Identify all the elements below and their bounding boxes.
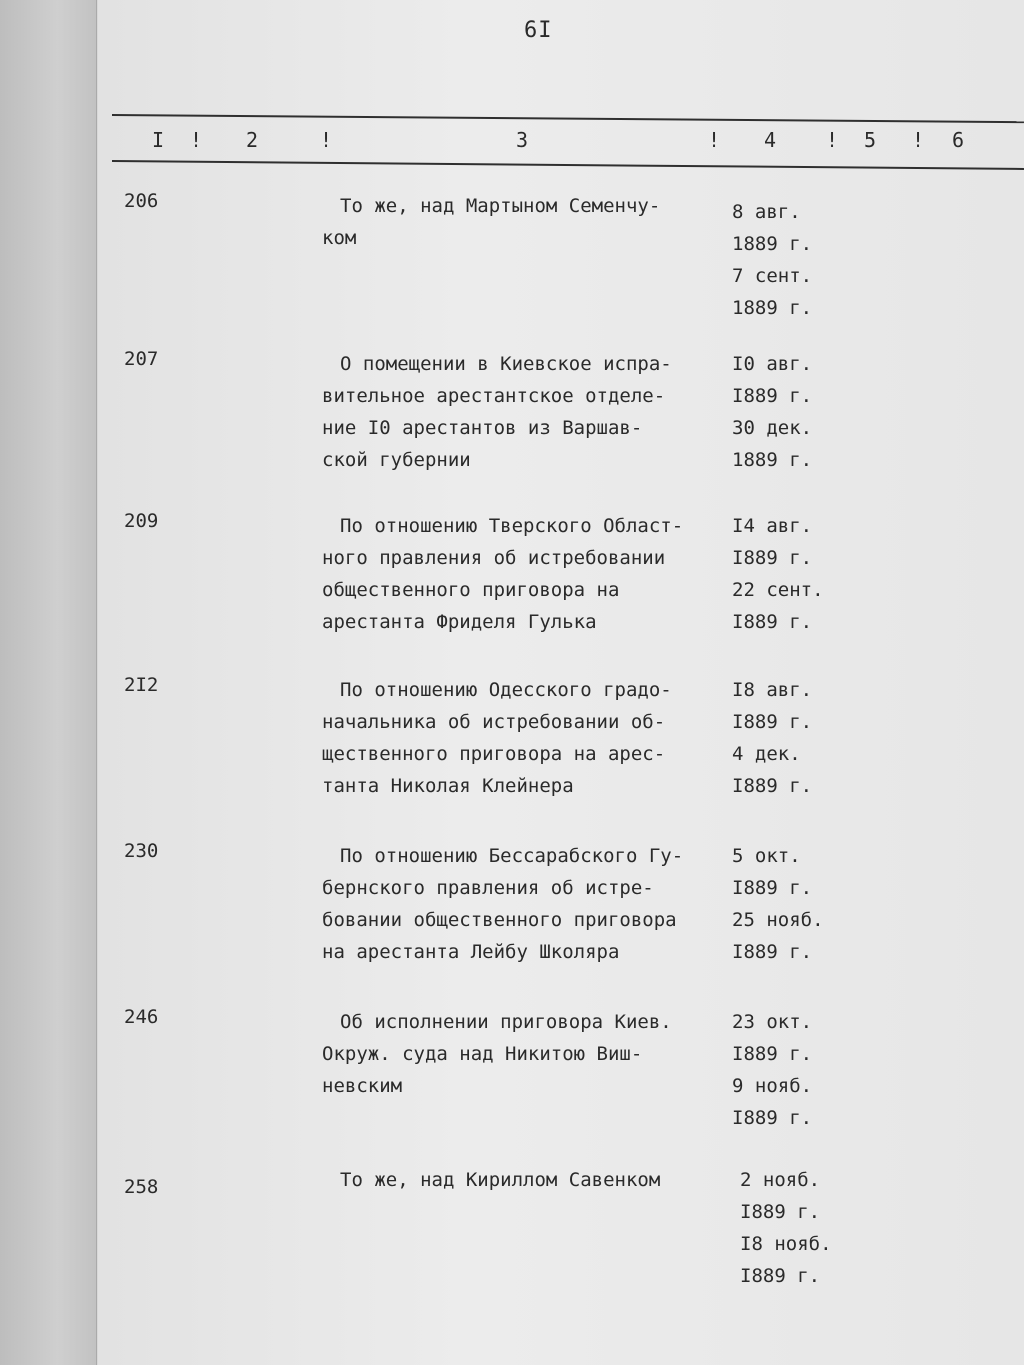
date-line: I8 авг. (732, 679, 813, 701)
description-line: на арестанта Лейбу Школяра (322, 941, 620, 963)
entry-description (322, 674, 732, 802)
entry-dates (732, 196, 872, 324)
date-line: I0 авг. (732, 353, 813, 375)
entry-number: 246 (124, 1006, 159, 1028)
date-line: I889 г. (732, 775, 813, 797)
date-line: I4 авг. (732, 515, 813, 537)
date-line: I889 г. (732, 877, 813, 899)
entry-dates (732, 348, 872, 476)
entry-dates (740, 1164, 880, 1292)
description-line: ние I0 арестантов из Варшав- (322, 417, 643, 439)
date-line: I889 г. (732, 1043, 813, 1065)
description-line: арестанта Фриделя Гулька (322, 611, 597, 633)
date-line: I889 г. (732, 711, 813, 733)
column-header-4: 4 (764, 128, 777, 152)
column-header-2: 2 (246, 128, 259, 152)
entry-description (322, 348, 732, 476)
page-binding (0, 0, 97, 1365)
date-line: I889 г. (732, 385, 813, 407)
entry-description (322, 840, 732, 968)
entry-number: 258 (124, 1176, 159, 1198)
entry-description (322, 1006, 732, 1102)
description-line: По отношению Одесского градо- (340, 679, 672, 701)
entry-dates (732, 510, 872, 638)
entry-number: 206 (124, 190, 159, 212)
entry-dates (732, 840, 872, 968)
date-line: 1889 г. (732, 233, 813, 255)
description-line: общественного приговора на (322, 579, 620, 601)
entry-description (322, 190, 732, 254)
date-line: 23 окт. (732, 1011, 813, 1033)
date-line: 1889 г. (732, 297, 813, 319)
page-number: 6I (524, 18, 553, 43)
description-line: То же, над Кириллом Савенком (340, 1169, 661, 1191)
date-line: 30 дек. (732, 417, 813, 439)
table-header-row (0, 128, 1024, 156)
description-line: ком (322, 227, 357, 249)
entry-description (322, 510, 732, 638)
date-line: I889 г. (732, 941, 813, 963)
description-line: То же, над Мартыном Семенчу- (340, 195, 661, 217)
entry-number: 209 (124, 510, 159, 532)
description-line: Окруж. суда над Никитою Виш- (322, 1043, 643, 1065)
description-line: начальника об истребовании об- (322, 711, 666, 733)
description-line: ской губернии (322, 449, 471, 471)
description-line: По отношению Тверского Област- (340, 515, 684, 537)
date-line: 2 нояб. (740, 1169, 821, 1191)
description-line: щественного приговора на арес- (322, 743, 666, 765)
entry-description (322, 1164, 732, 1196)
date-line: 5 окт. (732, 845, 801, 867)
column-header-3: 3 (516, 128, 529, 152)
column-separator: ! (190, 128, 203, 152)
date-line: 4 дек. (732, 743, 801, 765)
description-line: Об исполнении приговора Киев. (340, 1011, 672, 1033)
description-line: ного правления об истребовании (322, 547, 666, 569)
date-line: 8 авг. (732, 201, 801, 223)
date-line: 7 сент. (732, 265, 813, 287)
date-line: I889 г. (732, 611, 813, 633)
description-line: По отношению Бессарабского Гу- (340, 845, 684, 867)
column-separator: ! (320, 128, 333, 152)
description-line: танта Николая Клейнера (322, 775, 574, 797)
date-line: I8 нояб. (740, 1233, 832, 1255)
column-separator: ! (912, 128, 925, 152)
entry-number: 230 (124, 840, 159, 862)
entry-dates (732, 1006, 872, 1134)
date-line: I889 г. (740, 1201, 821, 1223)
date-line: 1889 г. (732, 449, 813, 471)
column-separator: ! (708, 128, 721, 152)
description-line: О помещении в Киевское испра- (340, 353, 672, 375)
entry-number: 207 (124, 348, 159, 370)
date-line: I889 г. (740, 1265, 821, 1287)
column-header-5: 5 (864, 128, 877, 152)
column-separator: ! (826, 128, 839, 152)
description-line: бовании общественного приговора (322, 909, 677, 931)
description-line: бернского правления об истре- (322, 877, 654, 899)
date-line: 25 нояб. (732, 909, 824, 931)
date-line: 22 сент. (732, 579, 824, 601)
column-header-6: 6 (952, 128, 965, 152)
description-line: невским (322, 1075, 403, 1097)
date-line: I889 г. (732, 547, 813, 569)
date-line: 9 нояб. (732, 1075, 813, 1097)
column-header-1: I (152, 128, 165, 152)
entry-number: 2I2 (124, 674, 159, 696)
date-line: I889 г. (732, 1107, 813, 1129)
entry-dates (732, 674, 872, 802)
description-line: вительное арестантское отделе- (322, 385, 666, 407)
